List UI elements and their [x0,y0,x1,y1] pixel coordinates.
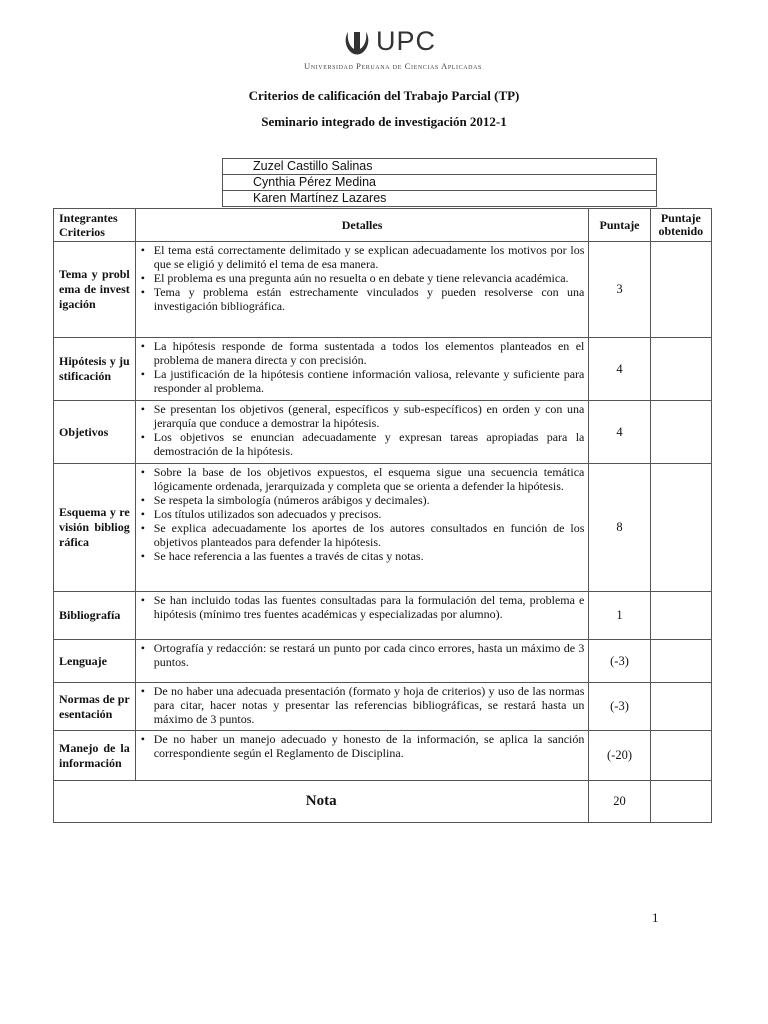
criterion-details [135,640,589,683]
criterion-label: Bibliografía [54,592,136,640]
criterion-points: (-3) [589,683,650,731]
logo-text: UPC [376,26,437,56]
obtained-score-cell[interactable] [650,640,711,683]
criterion-points: 3 [589,242,650,338]
criterion-label: Manejo de la información [54,731,136,781]
detail-item: • El tema está correctamente delimitado y se explican adecuadamente los motivos por los que se eligió y delimitó el tema de esa manera. [154,243,585,271]
detail-item: • Tema y problema están estrechamente vinculados y pueden resolverse con una investigación bibliográfica. [154,285,585,313]
detail-item: • Sobre la base de los objetivos expuestos, el esquema sigue una secuencia temática lógicamente ordenada, jerarquizada y completa que se orienta a defender la hipótesis. [154,465,585,493]
member-name: Cynthia Pérez Medina [223,175,657,191]
criterion-details [135,592,589,640]
criterion-details [135,683,589,731]
criterion-label: Normas de presentación [54,683,136,731]
document-title: Criterios de calificación del Trabajo Parcial (TP) [248,88,520,103]
detail-item: • La justificación de la hipótesis contiene información valiosa, relevante y suficiente para responder al problema. [154,367,585,395]
obtained-score-cell[interactable] [650,592,711,640]
obtained-total-cell[interactable] [650,781,711,823]
criterion-points: 4 [589,401,650,464]
obtained-score-cell[interactable] [650,731,711,781]
criterion-label: Objetivos [54,401,136,464]
detail-item: • Se hace referencia a las fuentes a través de citas y notas. [154,549,585,563]
criterion-details [135,338,589,401]
upc-logo [288,28,498,74]
criterion-points: (-20) [589,731,650,781]
member-name: Zuzel Castillo Salinas [223,159,657,175]
detail-item: • Se presentan los objetivos (general, específicos y sub-específicos) en orden y con una jerarquía que conduce a demostrar la hipótesis. [154,402,585,430]
obtained-score-cell[interactable] [650,401,711,464]
criterion-points: 4 [589,338,650,401]
upc-emblem-icon [342,28,372,58]
header-score: Puntaje [589,209,650,242]
criterion-label: Hipótesis y justificación [54,338,136,401]
criterion-details [135,242,589,338]
table-row [54,731,712,781]
table-row [54,401,712,464]
criterion-label: Tema y problema de investigación [54,242,136,338]
criterion-label: Esquema y revisión bibliográfica [54,464,136,592]
detail-item: • La hipótesis responde de forma sustentada a todos los elementos planteados en el problema de manera directa y con precisión. [154,339,585,367]
detail-item: • Se explica adecuadamente los aportes de los autores consultados en función de los objetivos planteados para defender la hipótesis. [154,521,585,549]
header-obtained: Puntaje obtenido [650,209,711,242]
criterion-details [135,731,589,781]
total-label: Nota [54,781,589,823]
table-row [54,592,712,640]
page-number: 1 [652,910,659,925]
detail-item: • Se han incluido todas las fuentes consultadas para la formulación del tema, problema e hipótesis (mínimo tres fuentes académicas y especializadas por alumno). [154,593,585,621]
header-criteria: Integrantes Criterios [54,209,136,242]
criterion-points: 1 [589,592,650,640]
table-row [54,683,712,731]
table-row [54,338,712,401]
university-name: Universidad Peruana de Ciencias Aplicadas [304,61,482,71]
detail-item: • Los títulos utilizados son adecuados y precisos. [154,507,585,521]
document-subtitle: Seminario integrado de investigación 2012-1 [261,114,507,129]
detail-item: • De no haber un manejo adecuado y honesto de la información, se aplica la sanción correspondiente según el Reglamento de Disciplina. [154,732,585,760]
header-details: Detalles [135,209,589,242]
criterion-details [135,464,589,592]
detail-item: • El problema es una pregunta aún no resuelta o en debate y tiene relevancia académica. [154,271,585,285]
table-row [54,640,712,683]
header-row [54,209,712,242]
detail-item: • De no haber una adecuada presentación (formato y hoja de criterios) y uso de las normas para citar, hacer notas y presentar las referencias bibliográficas, se restará hasta un máximo de 3 puntos. [154,684,585,726]
rubric-table [53,208,712,823]
member-name: Karen Martínez Lazares [223,191,657,207]
obtained-score-cell[interactable] [650,683,711,731]
detail-item: • Ortografía y redacción: se restará un punto por cada cinco errores, hasta un máximo de 3 puntos. [154,641,585,669]
total-row [54,781,712,823]
obtained-score-cell[interactable] [650,464,711,592]
criterion-label: Lenguaje [54,640,136,683]
table-row [54,242,712,338]
criterion-details [135,401,589,464]
obtained-score-cell[interactable] [650,242,711,338]
table-row [54,464,712,592]
criterion-points: (-3) [589,640,650,683]
members-table [222,158,657,207]
criterion-points: 8 [589,464,650,592]
obtained-score-cell[interactable] [650,338,711,401]
detail-item: • Se respeta la simbología (números arábigos y decimales). [154,493,585,507]
detail-item: • Los objetivos se enuncian adecuadamente y expresan tareas apropiadas para la demostración de la hipótesis. [154,430,585,458]
total-points: 20 [589,781,650,823]
